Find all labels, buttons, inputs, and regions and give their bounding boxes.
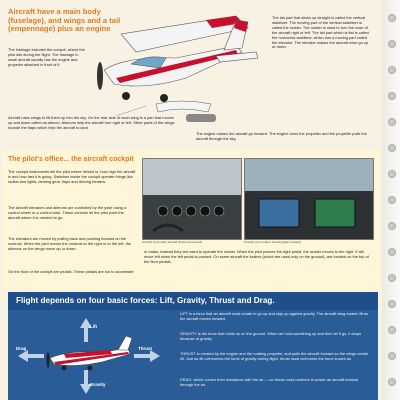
gravity-label: Gravity [90, 382, 106, 387]
thrust-label: Thrust [138, 346, 152, 351]
section-title-parts: Aircraft have a main body (fuselage), and wings and a tail (empennage) plus an engine [8, 7, 121, 34]
lift-label: Lift [90, 324, 97, 329]
forces-title: Flight depends on four basic forces: Lift, Gravity, Thrust and Drag. [16, 296, 275, 305]
propeller-shape [97, 62, 103, 90]
wings-paragraph: Aircraft have wings to lift them up into the sky. On the rear side of each wing is a part that moves up and down called an aileron. Ailerons help the aircraft turn right or left. Other parts of the wings include the flaps which help the aircraft to land. [8, 115, 175, 130]
cockpit-paragraph-4: On the floor of the cockpit are pedals. These pedals are not to accelerate [8, 269, 134, 274]
drag-arrow [18, 350, 44, 362]
punch-hole [388, 40, 396, 48]
engine-paragraph: The engine makes the aircraft go forward. The engine turns the propeller and the propeller pulls the aircraft through the sky. [196, 131, 367, 141]
punch-hole [388, 378, 396, 386]
cockpit-paragraph-5: or brake, instead they are used to operate the rudder. When the pilot pushes the right pedal, the rudder moves to the right. It will move left when the left pedal is pushed. On some aircraft the brakes (which are used only on the ground), are located on the top of the floor pedals. [144, 249, 369, 264]
binder-edge [382, 0, 400, 400]
section-title-cockpit: The pilot's office... the aircraft cockpit [8, 156, 134, 163]
cockpit-paragraph-3: The elevators are moved by pulling back and pushing forward on the controls. When the pilot moves the controls to the right or to the left, the ailerons on the wings move up or down. [8, 236, 132, 251]
engine-part [156, 101, 211, 112]
punch-hole [388, 326, 396, 334]
forces-box [8, 292, 378, 400]
punch-hole [388, 118, 396, 126]
thrust-paragraph: THRUST is created by the engine and the rotating propeller, and pulls the aircraft forward so the wings create lift. Just as lift overcomes the force of gravity during flight, thrust must overcome the force known as [180, 351, 369, 361]
lift-paragraph: LIFT is a force that an aircraft must create to go up and stay up against gravity. The aircraft wing makes lift as the aircraft moves forward. [180, 311, 368, 321]
lift-arrow [80, 318, 92, 342]
punch-hole [388, 222, 396, 230]
forces-content [8, 310, 378, 400]
cockpit-paragraph-1: The cockpit instruments tell the pilot where he/she is, how high the aircraft is and how fast it is going. Switches inside the cockpit operate things like radios and lights, landing gear, flaps and deicing heaters. [8, 169, 136, 184]
punch-hole [388, 92, 396, 100]
plane-propeller [47, 352, 50, 368]
engine-block [186, 114, 216, 122]
gravity-paragraph: GRAVITY is the force that holds us on the ground. When we hold something up and then let it go, it drops because of gravity. [180, 331, 362, 341]
punch-hole [388, 144, 396, 152]
fuselage-paragraph: The fuselage includes the cockpit, where the pilot sits during the flight. The fuselage in small aircraft usually has the engine and propeller attached in front of it. [8, 47, 85, 67]
drag-label: Drag [16, 346, 27, 351]
modern-cockpit-photo [244, 158, 374, 240]
wheel [160, 94, 168, 102]
punch-hole [388, 14, 396, 22]
aircraft-parts-illustration [86, 6, 266, 128]
old-cockpit-photo [142, 158, 242, 240]
punch-hole [388, 248, 396, 256]
forces-diagram [14, 314, 164, 398]
wheel [122, 92, 130, 100]
old-cockpit-caption: Cockpit of an older aircraft (instrument panel) [142, 240, 203, 244]
punch-hole [388, 170, 396, 178]
punch-hole [388, 196, 396, 204]
cockpit-paragraph-2: The aircraft elevators and ailerons are controlled by the yoke using a control wheel or a control stick. These controls let the pilot point the aircraft where it is needed to go. [8, 205, 127, 220]
plane-tail [118, 336, 132, 350]
punch-hole [388, 274, 396, 282]
punch-hole [388, 300, 396, 308]
punch-hole [388, 352, 396, 360]
drag-paragraph: DRAG, which comes from resistance with the air — so thrust must continue to power an aircraft forward through the air. [180, 377, 359, 387]
tail-paragraph: The tail part that sticks up straight is called the vertical stabilizer. The moving part of the vertical stabilizer is called the rudder. The rudder is used to turn the nose of the aircraft right or left. The tail part which is flat is called the horizontal stabilizer, which has a moving part called the elevator. The elevator makes the aircraft nose go up or down. [272, 15, 369, 50]
plane-wheel [62, 366, 67, 371]
plane-wheel [88, 366, 93, 371]
modern-cockpit-caption: Cockpit of a modern aircraft (glass cockpit) [244, 240, 301, 244]
thrust-arrow [134, 350, 160, 362]
punch-hole [388, 66, 396, 74]
